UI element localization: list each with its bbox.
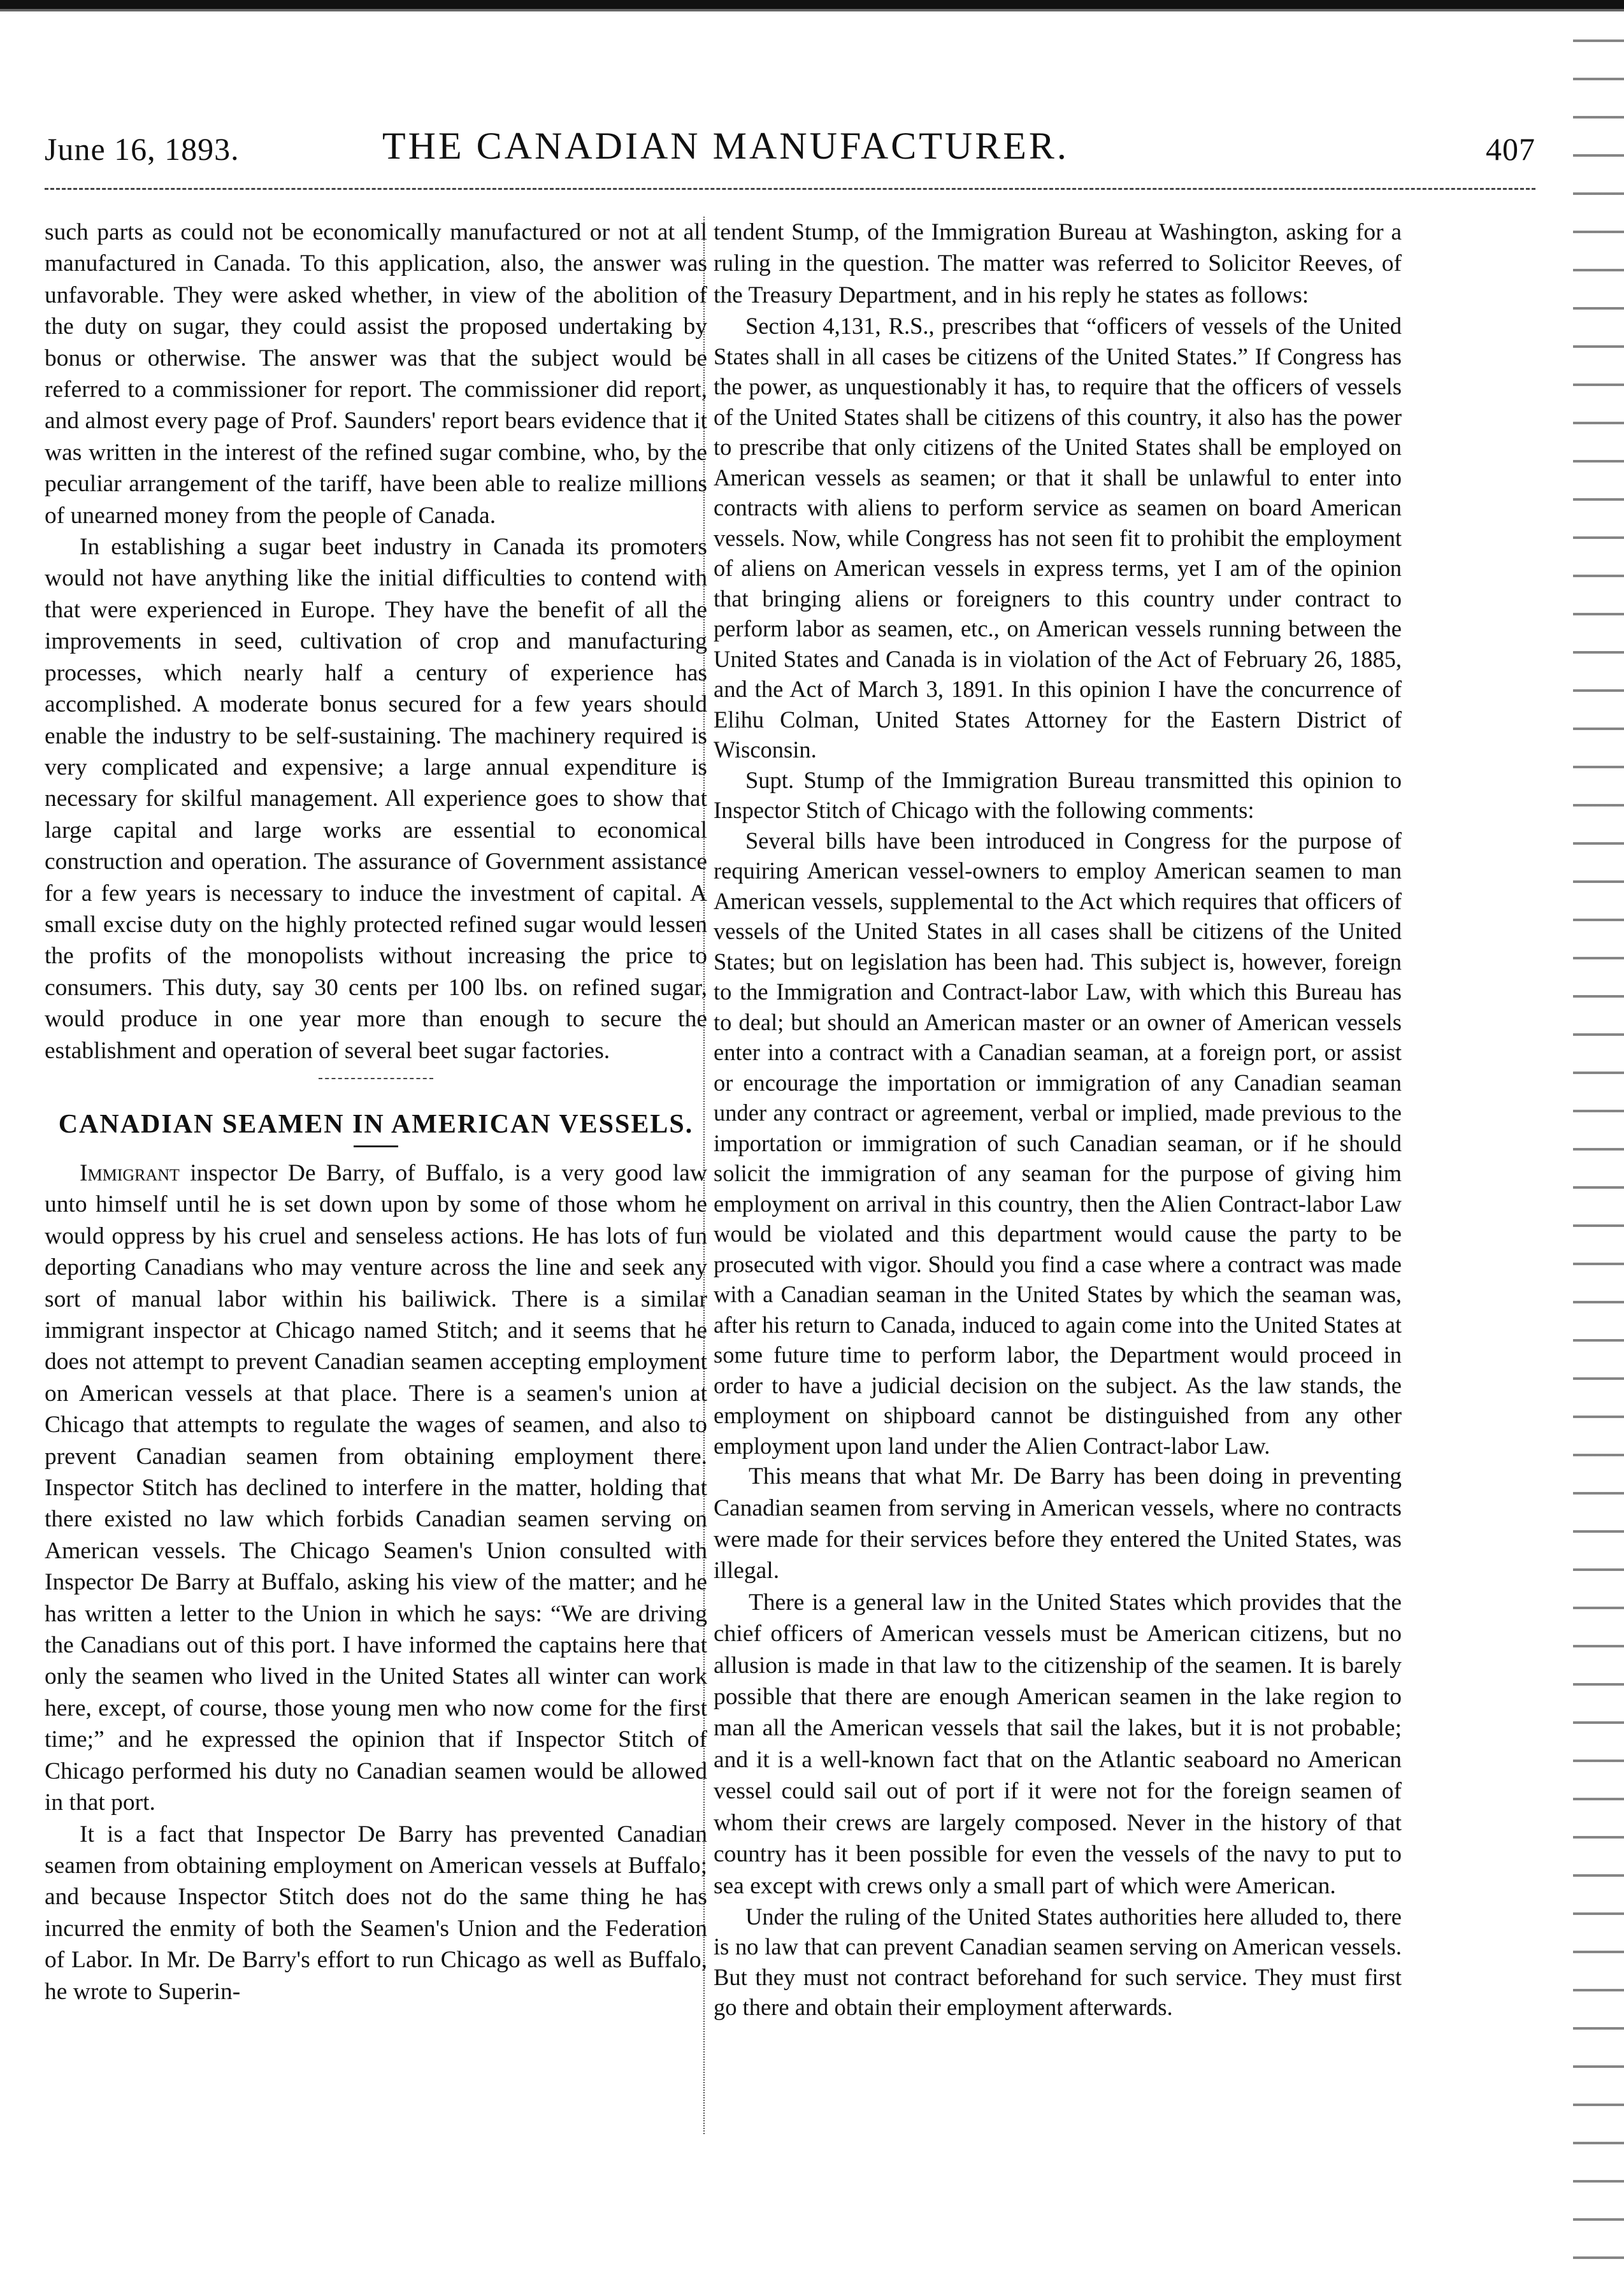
page-top-border: [0, 0, 1624, 17]
article-paragraph: Under the ruling of the United States authorities here alluded to, there is no law that can prevent Canadian seamen serving on American vessels. But they must not contract beforehand for such service. They must first go there and obtain their employment afterwards.: [714, 1903, 1402, 2021]
article-paragraph: Supt. Stump of the Immigration Bureau transmitted this opinion to Inspector Stitch of Chicago with the following comments:: [714, 766, 1402, 824]
quoted-ruling: Section 4,131, R.S., prescribes that “officers of vessels of the United States shall in all cases be citizens of the United States.” If Congress has the power, as unquestionably it has, to require that the officers of vessels of the United States shall be citizens of this country, it also has the power to prescribe that only citizens of the United States shall be employed on American vessels as seamen; or that it shall be unlawful to enter into contracts with aliens to perform service as seamen on board American vessels. Now, while Congress has not seen fit to prohibit the employment of aliens on American vessels in express terms, yet I am of the opinion that bringing aliens or foreigners to this country under contract to perform labor as seamen, etc., on American vessels running between the United States and Canada is in violation of the Act of February 26, 1885, and the Act of March 3, 1891. In this opinion I have the concurrence of Elihu Colman, United States Attorney for the Eastern District of Wisconsin.: [714, 313, 1402, 763]
page-number: 407: [1486, 131, 1535, 167]
issue-date: June 16, 1893.: [45, 131, 240, 167]
article-paragraph: [45, 1158, 707, 1819]
article-paragraph: There is a general law in the United States which provides that the chief officers of American vessels must be American citizens, but no allusion is made in that law to the citizenship of the seamen. It is barely possible that there are enough American seamen in the lake region to man all the American vessels that sail the lakes, but it is not probable; and it is a well-known fact that on the Atlantic seaboard no American vessel could sail out of port if it were not for the foreign seamen of whom their crews are largely composed. Never in the history of that country has it been possible for even the vessels of the navy to put to sea except with crews only a small part of which were American.: [714, 1589, 1402, 1899]
page-header: [45, 118, 1535, 175]
heading-underline: [354, 1145, 398, 1147]
publication-title: THE CANADIAN MANUFACTURER.: [382, 125, 1069, 167]
right-column: [714, 217, 1402, 2023]
header-rule: [45, 188, 1535, 190]
article-paragraph: It is a fact that Inspector De Barry has prevented Canadian seamen from obtaining employment on American vessels at Buffalo; and because Inspector Stitch does not do the same thing he has incurred the enmity of both the Seamen's Union and the Federation of Labor. In Mr. De Barry's effort to run Chicago as well as Buffalo, he wrote to Superin-: [45, 1821, 707, 2005]
lead-word: Immigrant: [80, 1159, 180, 1186]
article-paragraph: This means that what Mr. De Barry has been doing in preventing Canadian seamen from serving in American vessels, where no contracts were made for their services before they entered the United States, was illegal.: [714, 1463, 1402, 1584]
article-paragraph: In establishing a sugar beet industry in Canada its promoters would not have anything like the initial difficulties to contend with that were experienced in Europe. They have the benefit of all the improvements in seed, cultivation of crop and manufacturing processes, which nearly half a century of experience has accomplished. A moderate bonus secured for a few years should enable the industry to be self-sustaining. The machinery required is very complicated and expensive; a large annual expenditure is necessary for skilful management. All experience goes to show that large capital and large works are essential to economical construction and operation. The assurance of Government assistance for a few years is necessary to induce the investment of capital. A small excise duty on the highly protected refined sugar would lessen the profits of the monopolists without increasing the price to consumers. This duty, say 30 cents per 100 lbs. on refined sugar, would produce in one year more than enough to secure the establishment and operation of several beet sugar factories.: [45, 534, 707, 1064]
section-heading: CANADIAN SEAMEN IN AMERICAN VESSELS.: [58, 1109, 694, 1139]
quoted-comments: Several bills have been introduced in Congress for the purpose of requiring American vessel-owners to employ American seamen to man American vessels, supplemental to the Act which requires that officers of vessels of the United States in all cases shall be citizens of the United States; but on legislation has been had. This subject is, however, foreign to the Immigration and Contract-labor Law, with which this Bureau has to deal; but should an American master or an owner of American vessels enter into a contract with a Canadian seaman, at a foreign port, or assist or encourage the importation or immigration of any Canadian seaman under any contract or agreement, verbal or implied, made previous to the importation or immigration of such Canadian seaman, or if he should solicit the immigration of any seaman for the purpose of giving him employment on arrival in this country, then the Alien Contract-labor Law would be violated and this department would cause the party to be prosecuted with vigor. Should you find a case where a contract was made with a Canadian seaman in the United States by which the seaman was, after his return to Canada, induced to again come into the United States at some future time to perform labor, the Department would proceed in order to have a judicial decision on the subject. As the law stands, the employment on shipboard cannot be distinguished from any other employment upon land under the Alien Contract-labor Law.: [714, 827, 1402, 1459]
left-column: [45, 217, 707, 2007]
scan-edge-artifact: [1573, 25, 1624, 2273]
article-paragraph: such parts as could not be economically manufactured or not at all manufactured in Canada. To this application, also, the answer was unfavorable. They were asked whether, in view of the abolition of the duty on sugar, they could assist the proposed undertaking by bonus or otherwise. The answer was that the subject would be referred to a commissioner for report. The commissioner did report, and almost every page of Prof. Saunders' report bears evidence that it was written in the interest of the refined sugar combine, who, by the peculiar arrangement of the tariff, have been able to realize millions of unearned money from the people of Canada.: [45, 219, 707, 529]
paragraph-text: inspector De Barry, of Buffalo, is a very good law unto himself until he is set down upon by some of those whom he would oppress by his cruel and senseless actions. He has lots of fun deporting Canadians who may venture across the line and seek any sort of manual labor within his bailiwick. There is a similar immigrant inspector at Chicago named Stitch; and it seems that he does not attempt to prevent Canadian seamen accepting employment on American vessels at that place. There is a seamen's union at Chicago that attempts to regulate the wages of seamen, and also to prevent Canadian seamen from obtaining employment there. Inspector Stitch has declined to interfere in the matter, holding that there existed no law which forbids Canadian seamen serving on American vessels. The Chicago Seamen's Union consulted with Inspector De Barry at Buffalo, asking his view of the matter; and he has written a letter to the Union in which he says: “We are driving the Canadians out of this port. I have informed the captains here that only the seamen who lived in the United States all winter can work here, except, of course, those young men who now come for the first time;” and he expressed the opinion that if Inspector Stitch of Chicago performed his duty no Canadian seamen would be allowed in that port.: [45, 1159, 707, 1816]
article-paragraph: tendent Stump, of the Immigration Bureau at Washington, asking for a ruling in the question. The matter was referred to Solicitor Reeves, of the Treasury Department, and in his reply he states as follows:: [714, 219, 1402, 308]
section-separator: [319, 1078, 433, 1079]
